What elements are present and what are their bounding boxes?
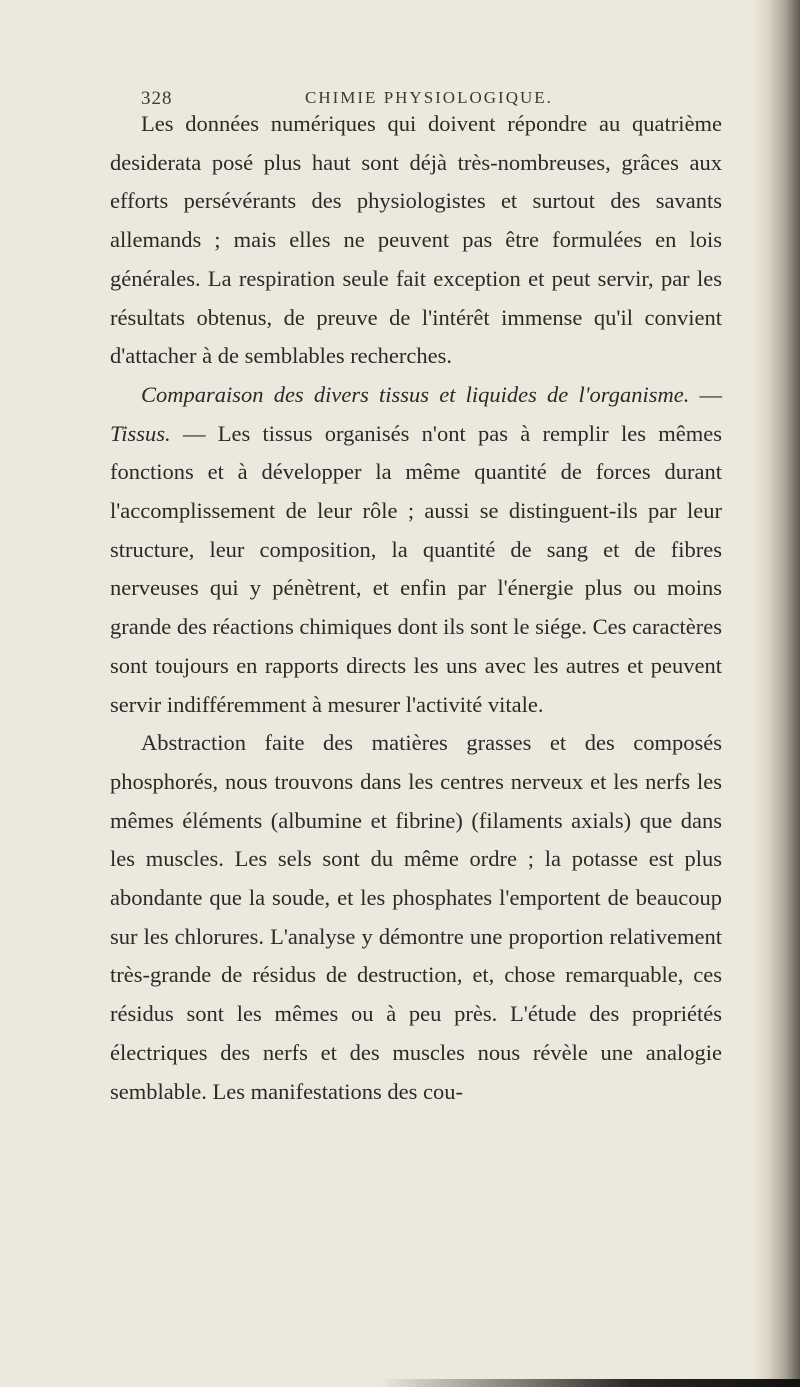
page-number: 328 <box>141 88 173 109</box>
body-text <box>110 105 722 1111</box>
heading-separator-2: — <box>170 420 218 446</box>
paragraph-1 <box>110 105 722 376</box>
scan-bottom-edge <box>380 1379 800 1387</box>
scan-edge-shadow <box>752 0 800 1387</box>
paragraph-3 <box>110 724 722 1111</box>
section-subheading: Tissus. <box>110 420 171 446</box>
running-title: CHIMIE PHYSIOLOGIQUE. <box>305 88 553 107</box>
heading-separator-1: — <box>689 381 723 407</box>
section-heading: Comparaison des divers tissus et liquides de l'organisme. <box>141 381 690 407</box>
paragraph-3-text: Abstraction faite des matières grasses et des composés phosphorés, nous trouvons dans les centres nerveux et les nerfs les mêmes éléments (albumine et fibrine) (filaments axials) que dans les muscles. Les sels sont du même ordre ; la potasse est plus abondante que la soude, et les phosphates l'emportent de beaucoup sur les chlorures. L'analyse y démontre une proportion relativement très-grande de résidus de destruction, et, chose remarquable, ces résidus sont les mêmes ou à peu près. L'étude des propriétés électriques des nerfs et des muscles nous révèle une analogie semblable. Les manifestations des cou- <box>110 730 722 1104</box>
paragraph-2 <box>110 376 722 724</box>
paragraph-1-text: Les données numériques qui doivent répondre au quatrième desiderata posé plus haut sont déjà très-nombreuses, grâces aux efforts persévérants des physiologistes et surtout des savants allemands ; mais elles ne peuvent pas être formulées en lois générales. La respiration seule fait exception et peut servir, par les résultats obtenus, de preuve de l'intérêt immense qu'il convient d'attacher à de semblables recherches. <box>110 111 722 369</box>
paragraph-2-text: Les tissus organisés n'ont pas à remplir les mêmes fonctions et à développer la même quantité de forces durant l'accomplissement de leur rôle ; aussi se distinguent-ils par leur structure, leur composition, la quantité de sang et de fibres nerveuses qui y pénètrent, et enfin par l'énergie plus ou moins grande des réactions chimiques dont ils sont le siége. Ces caractères sont toujours en rapports directs les uns avec les autres et peuvent servir indifféremment à mesurer l'activité vitale. <box>110 420 723 717</box>
